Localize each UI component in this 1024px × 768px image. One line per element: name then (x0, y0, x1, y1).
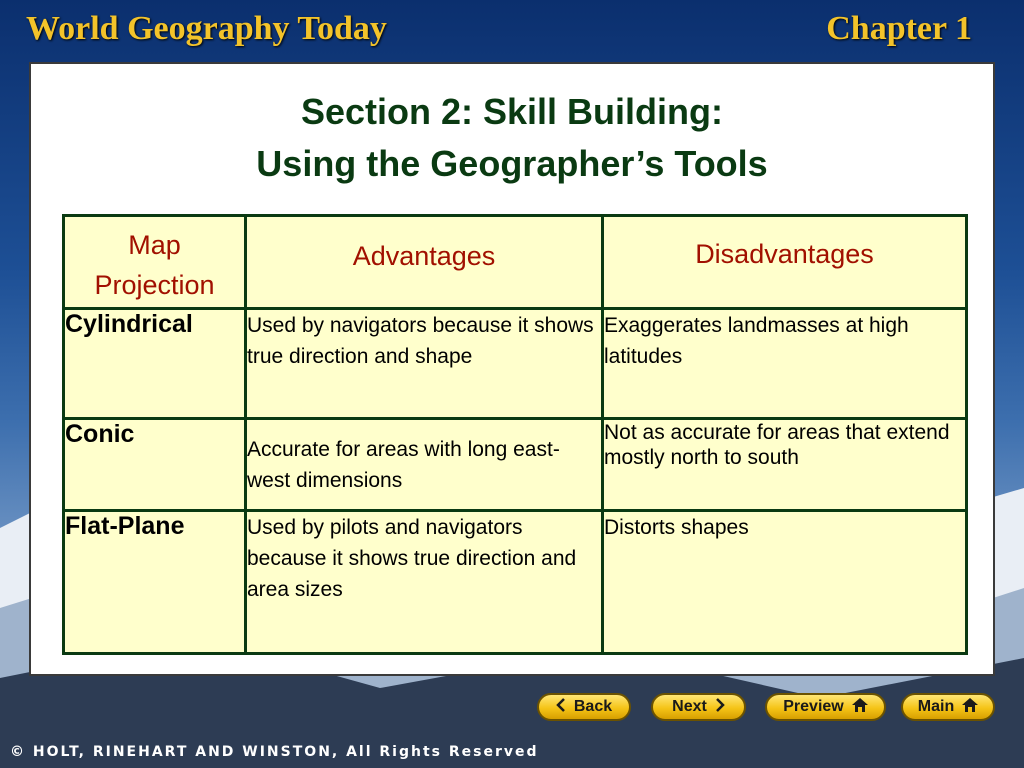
presentation-title: World Geography Today (26, 10, 387, 47)
row-disadvantages: Not as accurate for areas that extend mostly north to south (603, 419, 967, 511)
table-header-row (64, 216, 967, 309)
preview-label: Preview (783, 698, 844, 715)
chapter-label: Chapter 1 (826, 10, 972, 47)
chevron-left-icon (556, 698, 566, 717)
header-disadvantages: Disadvantages (603, 216, 967, 309)
content-panel (29, 62, 995, 676)
main-button[interactable] (901, 693, 995, 721)
header-map-projection (64, 216, 246, 309)
slide-title-line2: Using the Geographer’s Tools (256, 143, 768, 184)
header-advantages: Advantages (246, 216, 603, 309)
slide-title (31, 86, 993, 190)
row-disadvantages: Distorts shapes (603, 511, 967, 654)
row-advantages: Used by navigators because it shows true direction and shape (246, 309, 603, 419)
back-button[interactable] (537, 693, 631, 721)
row-name: Conic (64, 419, 246, 511)
table-row (64, 419, 967, 511)
row-name: Cylindrical (64, 309, 246, 419)
table-row (64, 309, 967, 419)
header-projection-line: Projection (94, 270, 215, 300)
next-button[interactable] (651, 693, 746, 721)
preview-button[interactable] (765, 693, 886, 721)
next-label: Next (672, 698, 707, 715)
header-map-line: Map (128, 230, 181, 260)
home-icon (852, 698, 868, 717)
row-name: Flat-Plane (64, 511, 246, 654)
home-icon (962, 698, 978, 717)
main-label: Main (917, 698, 955, 715)
back-label: Back (573, 698, 613, 715)
row-advantages: Used by pilots and navigators because it shows true direction and area sizes (246, 511, 603, 654)
row-disadvantages: Exaggerates landmasses at high latitudes (603, 309, 967, 419)
chevron-right-icon (715, 698, 725, 717)
copyright-footer: © HOLT, RINEHART AND WINSTON, All Rights Reserved (10, 744, 539, 760)
projection-table (62, 214, 968, 655)
slide-title-line1: Section 2: Skill Building: (300, 91, 724, 132)
row-advantages: Accurate for areas with long east-west dimensions (246, 419, 603, 511)
table-row (64, 511, 967, 654)
